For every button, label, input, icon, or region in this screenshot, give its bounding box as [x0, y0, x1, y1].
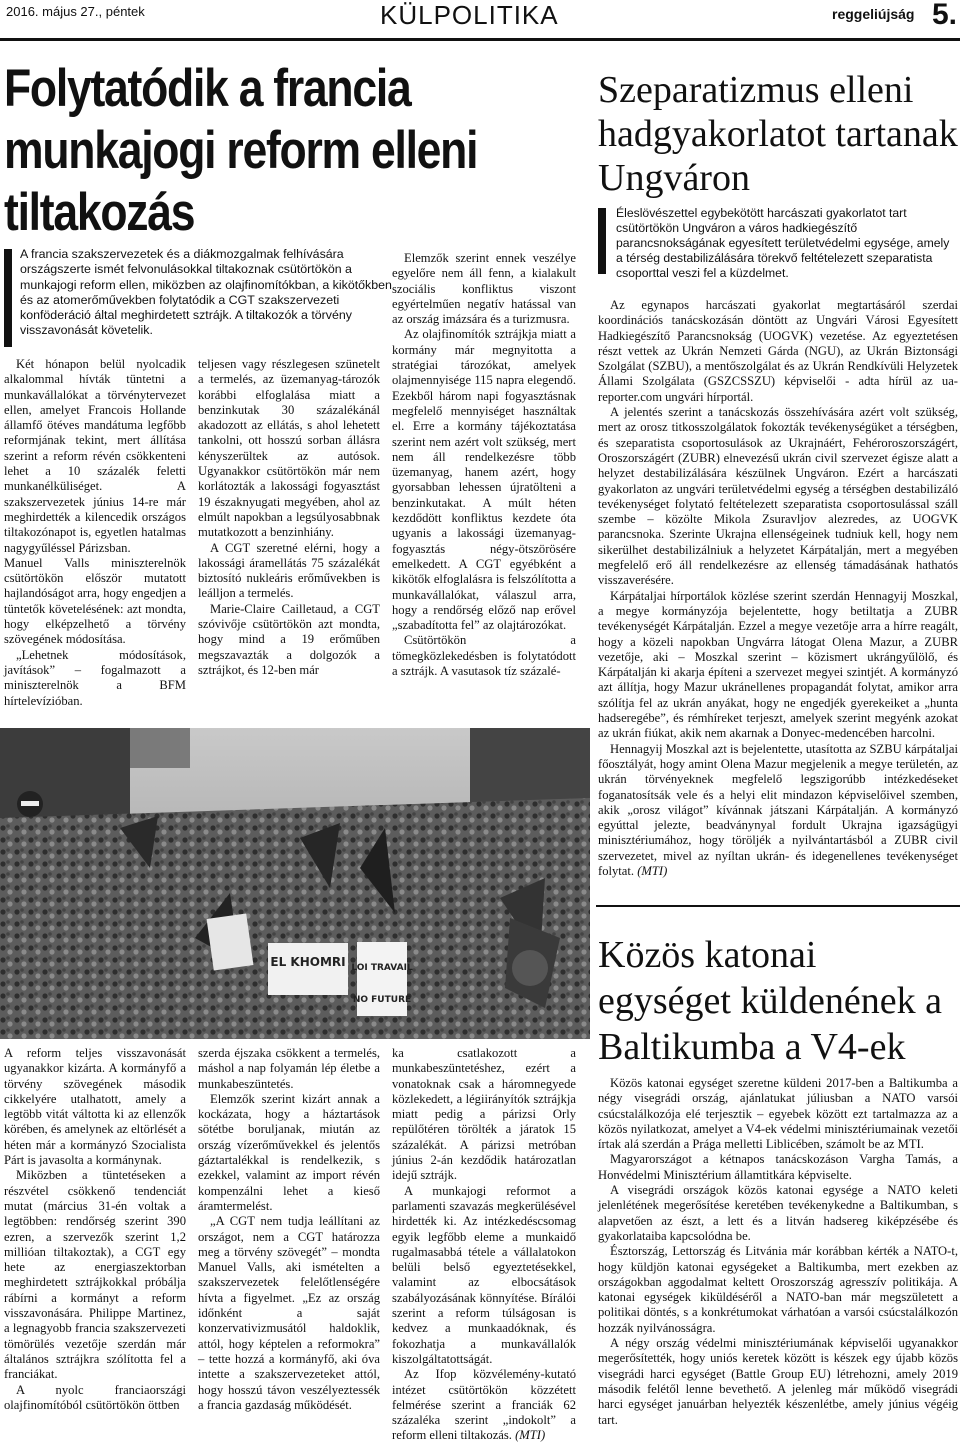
- article-lead: Éleslövészettel egybekötött harcászati gyakorlatot tart csütörtökön Ungváron a város hadkiegészítő parancsnokságának egyesített területvédelmi egysége, amely a térség destabilizálására törekvő feltételezett szeparatista csoporttal veszi fel a küzdelmet.: [616, 206, 950, 280]
- paragraph: Csütörtökön a tömegközlekedésben is folytatódott a sztrájk. A vasutasok tíz százalé-: [392, 633, 576, 679]
- paragraph: [392, 1367, 576, 1443]
- paragraph: A nyolc franciaországi olajfinomítóból csütörtökön öttben: [4, 1382, 186, 1412]
- paragraph: A CGT szeretné elérni, hogy a lakossági áramellátás 75 százalékát biztosító nukleáris erőművekben is leálljon a termelés.: [198, 540, 380, 601]
- protest-crowd-image: [0, 728, 590, 1039]
- page-number: 5.: [932, 0, 958, 31]
- paragraph: A reform teljes visszavonását ugyanakkor kizárta. A kormányfő a törvény szövegének második cikkelyére utalhatott, amely a legtöbb vitát váltotta ki az ellenzők körében, és amelynek az eltörlését a héten már a kormányzó Szocialista Párt is javasolta a kormánynak.: [4, 1046, 186, 1168]
- paragraph: Észtország, Lettország és Litvánia már korábban kérték a NATO-t, hogy küldjön katonai egységeket a Baltikumba, mert ezekben az országokban aggodalmat keltett Oroszország agresszív politikája. A katonai egységek kiküldéséről a NATO-ban már megszületett a politikai döntés, s a konkrétumokat várhatóan a varsói csúcstalálkozón hozzák nyilvánosságra.: [598, 1244, 958, 1335]
- protest-sign: [351, 942, 413, 1016]
- paragraph: Marie-Claire Cailletaud, a CGT szóvivője csütörtökön azt mondta, hogy mind a 19 erőműben megszavazták a dolgozók a sztrájkot, és 12-ben már: [198, 601, 380, 677]
- protest-photo: [0, 728, 590, 1039]
- section-title: KÜLPOLITIKA: [380, 0, 559, 30]
- paragraph: Elemzők szerint ennek veszélye egyelőre nem áll fenn, a kialakult szociális konfliktus viszont egyértelműen negatív hatással van az ország imázsára és a turizmusra.: [392, 251, 576, 327]
- paragraph: Kárpátaljai hírportálok közlése szerint szerdán Hennagyij Moszkal, a megye kormányzója bejelentette, hogy betiltatja a ZUBR tevékenységét Kárpátalján. Ezzel a megye vezetője arra a hírre reagált, hogy a közeli napokban Ungvárra látogat Olena Mazur, a ZUBR vezetője, aki – Moszkal szerint – közismert ukrángyűlölő, és Kárpátalján ki akarja építeni a szervezet megyei szintjét. A kormányzó azt állítja, hogy Mazur ukránellenes propagandát folytat, amikor arra szólítja fel az ukrán anyákat, hogy ne engedjék gyerekeiket a „hunta hadseregébe”, és rémhíreket terjeszt, amelyek szerint megyénk azokat az ukrán fiúkat, akik nem akarnak a Donyec-medencében harcolni.: [598, 588, 958, 741]
- article-lead: A francia szakszervezetek és a diákmozgalmak felhívására országszerte ismét felvonulásokkal tiltakoznak csütörtökön a munkajogi reform ellen, miközben az olajfinomítókban, a kikötőkben és az atomerőművekben folytatódik a CGT szakszervezeti konföderáció által meghirdetett sztrájk. A tiltakozók a törvény visszavonását követelik.: [20, 247, 392, 338]
- article-headline: Szeparatizmus elleni hadgyakorlatot tartanak Ungváron: [598, 69, 958, 199]
- article-column-3-top: [392, 251, 576, 679]
- header-rule: [0, 38, 960, 41]
- paragraph: Az olajfinomítók sztrájkja miatt a kormány már megnyitotta a stratégiai tározókat, amelyek olajmennyisége 115 napra elegendő. Ezekből három napi fogyasztásnak megfelelő mennyiséget használtak el. Erre a kormány tájékoztatása szerint nem azért volt szükség, mert nem áll rendelkezésre több üzemanyag, hanem azért, hogy gyorsabban lehessen újratölteni a benzinkutakat. A múlt héten kezdődött konfliktus kezdete óta ugyanis a lakossági üzemanyag-fogyasztás négy-ötszörösére emelkedett. A CGT egyébként a kikötők elfoglalásra is felszólította a munkavállalókat, válaszul arra, hogy a rendőrség előző nap erővel „szabadította fel” az olajtározókat.: [392, 327, 576, 633]
- sign-text: NO FUTURE: [352, 995, 412, 1005]
- paragraph: Elemzők szerint kizárt annak a kockázata, hogy a háztartások sötétbe boruljanak, miután az ország vízerőművekkel és jelentős gáztartalékkal is rendelkezik, s ezekkel, valamint az import révén kompenzálni lehet a kieső áramtermelést.: [198, 1091, 380, 1213]
- article-headline: Közös katonai egységet küldenének a Baltikumba a V4-ek: [598, 934, 942, 1068]
- paragraph: ka csatlakozott a munkabeszüntetéshez, ezért a vonatoknak csak a háromnegyede közlekedett, a légiirányítók sztrájkja miatt pedig a párizsi Orly repülőtéren törölték a járatok 15 százalékát. A párizsi metróban június 2-án kezdődik határozatlan idejű sztrájk.: [392, 1046, 576, 1183]
- lead-bar: [598, 208, 606, 274]
- article-column-1-top: [4, 357, 186, 709]
- paragraph: szerda éjszaka csökkent a termelés, máshol a nap folyamán lép életbe a munkabeszüntetés.: [198, 1046, 380, 1091]
- article-body: [598, 298, 958, 879]
- sign-text: LOI TRAVAIL: [351, 963, 413, 973]
- lead-bar: [4, 249, 12, 347]
- issue-date: 2016. május 27., péntek: [6, 4, 145, 19]
- sign-text: EL KHOMRI: [270, 955, 346, 969]
- paragraph: „Lehetnek módosítások, javítások” – fogalmazott a miniszterelnök a BFM hírtelevízióban.: [4, 647, 186, 708]
- paragraph: [598, 742, 958, 880]
- paragraph: A visegrádi országok közös katonai egysége a NATO keleti jelenlétének megerősítése keretében tevékenykedne a Baltikumban, s alapvetően az észt, a lett és a litván hadsereg kiképzésébe és gyakorlataiba kapcsolódna be.: [598, 1183, 958, 1243]
- paragraph-text: Az Ifop közvélemény-kutató intézet csütörtökön közzétett felmérése szerint a franciák 62 százaléka szerint „indokolt” a reform elleni tiltakozás.: [392, 1367, 576, 1443]
- paragraph: A jelentés szerint a tanácskozás összehívására azért volt szükség, mert az orosz titkosszolgálatok fokozták tevékenységüket a térségben, és szeparatista csoportosulások az Ukrajnáért, Fehéroroszországért, Oroszországért (ZUBR) elnevezésű ukrán civil szervezet égisze alatt a helyzet destabilizálására készülnek Ungváron. Ezért a harcászati gyakorlaton az ungvári területvédelmi egység a térségben destabilizáló tevékenységet folytató feltételezett szeparatista csoportosulással száll szembe – közölte Mikola Zsuravljov alezredes, az UOGVK parancsnoka. Szerinte Ukrajna ellenségeinek tudniuk kell, hogy nem sikerülhet destabilizálniuk a helyzetet Kárpátalján, mert a megyében megfelelő erő áll rendelkezésre az ellenség támadásának hathatós visszaverésére.: [598, 405, 958, 588]
- paragraph: A négy ország védelmi minisztériumának képviselői ugyanakkor megerősítették, hogy uniós keretek között is készek egy újabb közös visegrádi harci egységet (Battle Group EU) létrehozni, amely 2019 második felétől lenne bevethető. A jelenleg már működő visegrádi harci egységet januárban helyezték készenlétbe, amely június végéig tart.: [598, 1336, 958, 1427]
- protest-sign: [268, 943, 348, 995]
- paragraph: Magyarországot a kétnapos tanácskozáson Vargha Tamás, a Honvédelmi Minisztérium államtitkára képviselte.: [598, 1152, 958, 1182]
- paragraph: Miközben a tüntetéseken a részvétel csökkenő tendenciát mutat (március 31-én voltak a legtöbben: rendőrség szerint 390 ezren, a szervezők szerint 1,2 millióan tiltakoztak), a CGT egy hete az energiaszektorban meghirdetett sztrájkokkal próbálja rábírni a kormányt a reform visszavonására. Philippe Martinez, a legnagyobb francia szakszervezeti tömörülés vezetője szerdán már általános sztrájkra szólította fel a franciákat.: [4, 1168, 186, 1382]
- article-headline: Folytatódik a francia munkajogi reform elleni tiltakozás: [4, 59, 478, 242]
- source-credit: (MTI): [637, 863, 668, 878]
- newspaper-logo: reggeliújság: [832, 6, 915, 22]
- article-body: [598, 1076, 958, 1428]
- article-column-2-top: [198, 357, 380, 678]
- paragraph: Közös katonai egységet szeretne küldeni 2017-ben a Baltikumba a négy visegrádi ország, ajánlatukat júliusban a NATO varsói csúcstalálkozója elé terjesztik – egyebek között ezt tartalmazza az a közös nyilatkozat, amelyet a V4-ek védelmi minisztériumainak vezetői írtak alá szerdán a Prága melletti Liblicében, számolt be az MTI.: [598, 1076, 958, 1152]
- paragraph: Manuel Valls miniszterelnök csütörtökön először mutatott hajlandóságot arra, hogy engedjen a tüntetők követelésének: azt mondta, hogy elképzelhető a törvény szövegének módosítása.: [4, 555, 186, 647]
- article-column-3-bottom: [392, 1046, 576, 1444]
- source-credit: (MTI): [515, 1428, 546, 1443]
- paragraph: „A CGT nem tudja leállítani az országot, nem a CGT határozza meg a törvény szövegét” – mondta Manuel Valls, aki ismételten a szakszervezetek felelőtlenségére hívta a figyelmet. „Ez az ország időnként a saját konzervativizmusától haldoklik, attól, hogy képtelen a reformokra” – tette hozzá a kormányfő, aki óva intette a szakszervezeteket attól, hogy hosszú távon veszélyeztessék a francia gazdaság működését.: [198, 1214, 380, 1412]
- paragraph: Két hónapon belül nyolcadik alkalommal hívták tüntetni a munkavállalókat a törvénytervezet ellen, amelyet Francois Hollande államfő ötéves mandátuma legfőbb reformjának tekint, mert állítása szerint a reform révén csökkenteni lehet a 10 százalék feletti munkanélküliséget. A szakszervezetek június 14-re már meghirdették a kilencedik országos tiltakozónapot is, egyetlen hatalmas nagygyűléssel Párizsban.: [4, 357, 186, 555]
- article-column-1-bottom: [4, 1046, 186, 1413]
- paragraph: Az egynapos harcászati gyakorlat megtartásáról szerdai koordinációs tanácskozásán döntött az Ungvári Városi Egyesített Hadkiegészítő Parancsnokság (UOGVK) vezetése. Az egyeztetésen részt vettek az Ukrán Nemzeti Gárda (NGU), az Ukrán Biztonsági Szolgálat (SZBU), a mentőszolgálat és az Ukrán Rendkívüli Helyzetek Állami Szolgálata (GSZCSSZU) képviselői - adta hírül az ua-reporter.com ungvári hírportál.: [598, 298, 958, 404]
- article-divider: [596, 905, 960, 907]
- paragraph: A munkajogi reformot a parlamenti szavazás megkerülésével hirdették ki. Az intézkedéscsomag egyik legfőbb eleme a munkaidő rugalmasabbá tétele a vállalatokon belüli belső egyeztetésekkel, valamint az elbocsátások szabályozásának könnyítése. Bírálói szerint a reform túlságosan is kedvez a munkaadóknak, és fokozhatja a munkavállalók kiszolgáltatottságát.: [392, 1183, 576, 1366]
- paragraph-text: Hennagyij Moszkal azt is bejelentette, utasította az SZBU kárpátaljai főosztályát, hogy amint Olena Mazur megjelenik a megye területén, az ukrán törvényeknek megfelelő legszigorúbb intézkedéseket foganatosítsák vele és a helyi elit mindazon képviselőivel szemben, akik „orosz világot” kívánnak játszani Kárpátalján. A kormányzó egyúttal jelezte, beadványnyal fordult Ukrajna igazságügyi minisztériumához, hogy töröljék a nyilvántartásból a ZUBR civil szervezetet, mivel az nyíltan ukrán- és idegenellenes tevékenységet folytat.: [598, 741, 958, 878]
- article-column-2-bottom: [198, 1046, 380, 1413]
- paragraph: teljesen vagy részlegesen szünetelt a termelés, az üzemanyag-tározók korábbi elfoglalása miatt a benzinkutak 30 százalékánál akadozott az ellátás, s ahol lehetett tankolni, ott hosszú sorban állásra kényszerültek az autósok. Ugyanakkor csütörtökön már nem korlátozták a lakossági fogyasztást 19 északnyugati megyében, ahol az elmúlt napokban a legsúlyosabbnak mutatkozott a benzinhiány.: [198, 357, 380, 540]
